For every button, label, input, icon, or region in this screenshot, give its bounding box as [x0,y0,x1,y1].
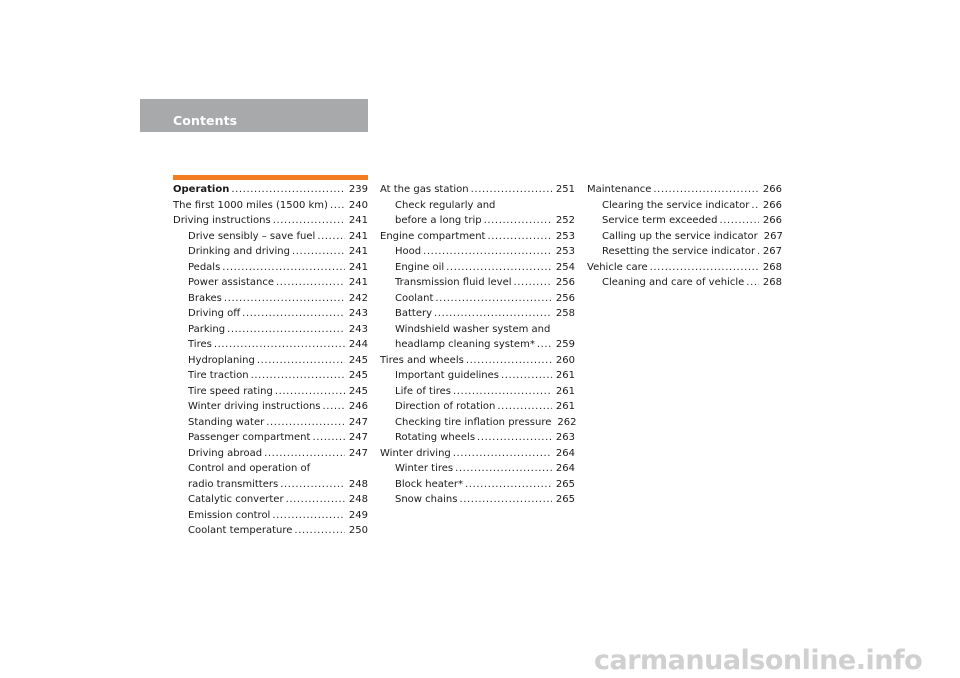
toc-entry-page: 245 [348,354,368,366]
toc-entry-page: 265 [555,494,575,505]
toc-entry[interactable] [380,306,575,322]
toc-leader-dots [280,477,345,493]
toc-entry-title: Winter tires [395,463,454,474]
toc-entry[interactable] [587,182,782,198]
toc-entry-title: Brakes [188,292,222,304]
toc-leader-dots [455,461,552,477]
toc-leader-dots [484,213,552,229]
toc-leader-dots [501,368,552,384]
toc-leader-dots [286,492,345,508]
toc-entry-page: 247 [348,447,368,459]
toc-entry-page: 259 [555,339,575,350]
toc-entry-page: 258 [555,308,575,319]
toc-leader-dots [242,306,345,322]
toc-entry-title: Clearing the service indicator [602,199,750,211]
toc-entry[interactable] [173,213,368,229]
toc-entry-title: Engine compartment [380,230,486,242]
watermark: carmanualsonline.info [594,645,923,676]
toc-entry-page: 260 [555,354,575,366]
toc-entry-page: 263 [555,432,575,443]
toc-entry-title: Driving off [188,308,241,319]
toc-entry-page: 247 [348,416,368,428]
toc-entry-title: Driving instructions [173,215,271,226]
toc-entry[interactable] [173,275,368,291]
toc-entry-title: Important guidelines [395,370,499,381]
toc-leader-dots [264,446,345,462]
toc-entry[interactable] [380,337,575,353]
toc-entry-title: Catalytic converter [188,494,284,505]
toc-entry-title: Engine oil [395,261,445,273]
toc-leader-dots [487,229,551,245]
toc-entry-page: 251 [555,184,575,195]
toc-leader-dots [275,384,345,400]
toc-leader-dots [224,291,345,307]
toc-entry-title: Vehicle care [587,261,648,273]
toc-entry[interactable] [173,523,368,539]
toc-entry-title: Parking [188,323,226,335]
toc-leader-dots [471,182,552,198]
toc-column-3 [587,182,782,291]
toc-entry[interactable] [380,446,575,462]
toc-entry[interactable] [380,198,575,214]
toc-entry-title: Hood [395,246,422,257]
toc-entry-page: 266 [762,184,782,195]
toc-entry-title: Checking tire inflation pressure [395,416,552,428]
toc-entry-title: Coolant temperature [188,525,293,536]
toc-leader-dots [266,415,345,431]
toc-entry[interactable] [380,492,575,508]
toc-entry[interactable] [173,446,368,462]
toc-entry-page: 261 [555,385,575,397]
toc-leader-dots [757,244,759,260]
toc-entry-page: 248 [348,478,368,490]
toc-entry-title: Battery [395,308,433,319]
toc-entry-page: 239 [348,184,368,195]
toc-entry-title: Standing water [188,416,265,428]
toc-entry-title: Tires and wheels [380,354,464,366]
toc-entry[interactable] [380,384,575,400]
toc-leader-dots [497,399,552,415]
page-title: Contents [173,113,238,128]
toc-entry[interactable] [173,415,368,431]
toc-entry-page: 266 [762,215,782,226]
toc-leader-dots [330,198,345,214]
toc-entry-page: 250 [348,525,368,536]
toc-entry-title: radio transmitters [188,478,279,490]
toc-entry-page: 266 [762,199,782,211]
toc-leader-dots [251,368,345,384]
toc-entry[interactable] [173,306,368,322]
toc-leader-dots [514,275,552,291]
toc-entry-page: 249 [348,509,368,521]
toc-entry[interactable] [173,260,368,276]
toc-entry[interactable] [380,368,575,384]
toc-leader-dots [214,337,345,353]
toc-entry-title: Control and operation of [188,463,311,474]
toc-entry[interactable] [380,399,575,415]
toc-entry-title: headlamp cleaning system* [395,339,535,350]
toc-entry[interactable] [173,430,368,446]
toc-entry-page: 248 [348,494,368,505]
section-accent-bar [173,175,368,180]
toc-entry-page: 261 [555,401,575,412]
toc-entry-page: 254 [555,261,575,273]
toc-entry[interactable] [173,461,368,477]
toc-entry-page: 268 [762,261,782,273]
toc-entry-page: 262 [557,416,577,428]
toc-entry[interactable] [380,229,575,245]
toc-entry-title: Check regularly and [395,199,496,211]
toc-entry-page: 247 [348,432,368,443]
toc-entry-page: 245 [348,385,368,397]
toc-leader-dots [746,275,759,291]
toc-entry-title: At the gas station [380,184,469,195]
toc-entry-page: 267 [763,230,783,242]
toc-entry[interactable] [173,198,368,214]
toc-entry[interactable] [173,477,368,493]
toc-leader-dots [276,275,345,291]
toc-entry[interactable] [173,399,368,415]
toc-leader-dots [719,213,758,229]
toc-entry-page: 268 [762,277,782,288]
toc-entry-title: Snow chains [395,494,458,505]
toc-entry-page: 241 [348,277,368,288]
toc-leader-dots [446,260,552,276]
toc-entry-title: Coolant [395,292,434,304]
toc-entry-page: 241 [348,230,368,242]
toc-entry[interactable] [380,260,575,276]
toc-entry[interactable] [173,337,368,353]
toc-entry[interactable] [173,492,368,508]
toc-entry[interactable] [173,384,368,400]
toc-column-2 [380,182,575,508]
toc-entry-page: 253 [555,246,575,257]
toc-leader-dots [453,446,552,462]
toc-entry-title: Service term exceeded [602,215,718,226]
toc-entry[interactable] [587,213,782,229]
toc-leader-dots [273,213,345,229]
toc-entry-title: Tires [188,339,212,350]
toc-entry-title: Direction of rotation [395,401,496,412]
toc-entry-title: Winter driving [380,447,451,459]
toc-entry-title: Emission control [188,509,271,521]
toc-entry-page: 256 [555,292,575,304]
toc-leader-dots [294,523,344,539]
toc-leader-dots [653,182,759,198]
toc-leader-dots [751,198,759,214]
toc-leader-dots [435,291,552,307]
toc-entry-page: 241 [348,215,368,226]
toc-entry[interactable] [587,260,782,276]
toc-entry[interactable] [380,415,575,431]
toc-entry[interactable] [173,322,368,338]
toc-entry-page: 264 [555,463,575,474]
toc-entry[interactable] [173,368,368,384]
toc-entry[interactable] [380,430,575,446]
toc-leader-dots [231,182,345,198]
toc-entry-title: Power assistance [188,277,274,288]
toc-entry[interactable] [173,182,368,198]
toc-entry-page: 265 [555,478,575,490]
toc-entry[interactable] [173,291,368,307]
toc-column-1 [173,182,368,539]
toc-leader-dots [434,306,552,322]
toc-entry-title: Block heater* [395,478,464,490]
toc-entry[interactable] [173,244,368,260]
toc-leader-dots [537,337,552,353]
toc-leader-dots [453,384,552,400]
toc-entry-page: 241 [348,261,368,273]
toc-entry[interactable] [380,477,575,493]
toc-entry[interactable] [587,244,782,260]
toc-entry-title: Maintenance [587,184,652,195]
toc-entry-title: Winter driving instructions [188,401,321,412]
toc-entry-title: Resetting the service indicator [602,246,756,257]
toc-entry[interactable] [380,291,575,307]
toc-entry[interactable] [380,353,575,369]
toc-leader-dots [227,322,345,338]
toc-entry-title: Tire speed rating [188,385,273,397]
toc-entry-title: Passenger compartment [188,432,311,443]
toc-entry-page: 242 [348,292,368,304]
toc-entry[interactable] [380,275,575,291]
toc-entry-title: Pedals [188,261,221,273]
toc-entry[interactable] [380,182,575,198]
toc-entry[interactable] [173,353,368,369]
toc-leader-dots [466,353,552,369]
toc-leader-dots [423,244,552,260]
toc-entry-title: Operation [173,184,230,195]
toc-leader-dots [477,430,552,446]
toc-leader-dots [465,477,552,493]
toc-leader-dots [312,430,344,446]
toc-entry[interactable] [380,213,575,229]
toc-entry-title: Tire traction [188,370,249,381]
toc-entry-page: 261 [555,370,575,381]
toc-entry-page: 244 [348,339,368,350]
toc-entry[interactable] [380,461,575,477]
toc-entry-title: Transmission fluid level [395,277,512,288]
toc-entry-title: The first 1000 miles (1500 km) [173,199,328,211]
toc-leader-dots [650,260,759,276]
toc-entry[interactable] [587,275,782,291]
toc-entry-title: Drive sensibly – save fuel [188,230,316,242]
toc-entry-page: 240 [348,199,368,211]
toc-leader-dots [222,260,345,276]
toc-entry-page: 264 [555,447,575,459]
toc-leader-dots [317,229,345,245]
toc-leader-dots [292,244,345,260]
toc-entry[interactable] [173,229,368,245]
toc-entry-page: 243 [348,308,368,319]
toc-entry-page: 256 [555,277,575,288]
toc-entry-title: Windshield washer system and [395,323,551,335]
toc-entry[interactable] [380,244,575,260]
toc-entry-title: Drinking and driving [188,246,290,257]
toc-entry-title: Life of tires [395,385,451,397]
toc-entry-page: 243 [348,323,368,335]
toc-entry[interactable] [587,198,782,214]
toc-leader-dots [459,492,551,508]
header-band [140,99,368,132]
toc-entry-title: Calling up the service indicator [602,230,758,242]
toc-entry-title: before a long trip [395,215,482,226]
toc-entry[interactable] [173,508,368,524]
toc-entry-page: 252 [555,215,575,226]
toc-entry-title: Hydroplaning [188,354,255,366]
toc-entry-title: Rotating wheels [395,432,476,443]
toc-entry-title: Cleaning and care of vehicle [602,277,745,288]
toc-entry-page: 267 [762,246,782,257]
toc-entry-page: 246 [348,401,368,412]
toc-entry[interactable] [380,322,575,338]
toc-entry-page: 245 [348,370,368,381]
toc-leader-dots [272,508,345,524]
toc-entry-title: Driving abroad [188,447,263,459]
toc-leader-dots [323,399,345,415]
toc-entry-page: 253 [555,230,575,242]
toc-entry-page: 241 [348,246,368,257]
toc-leader-dots [257,353,345,369]
toc-entry[interactable] [587,229,782,245]
